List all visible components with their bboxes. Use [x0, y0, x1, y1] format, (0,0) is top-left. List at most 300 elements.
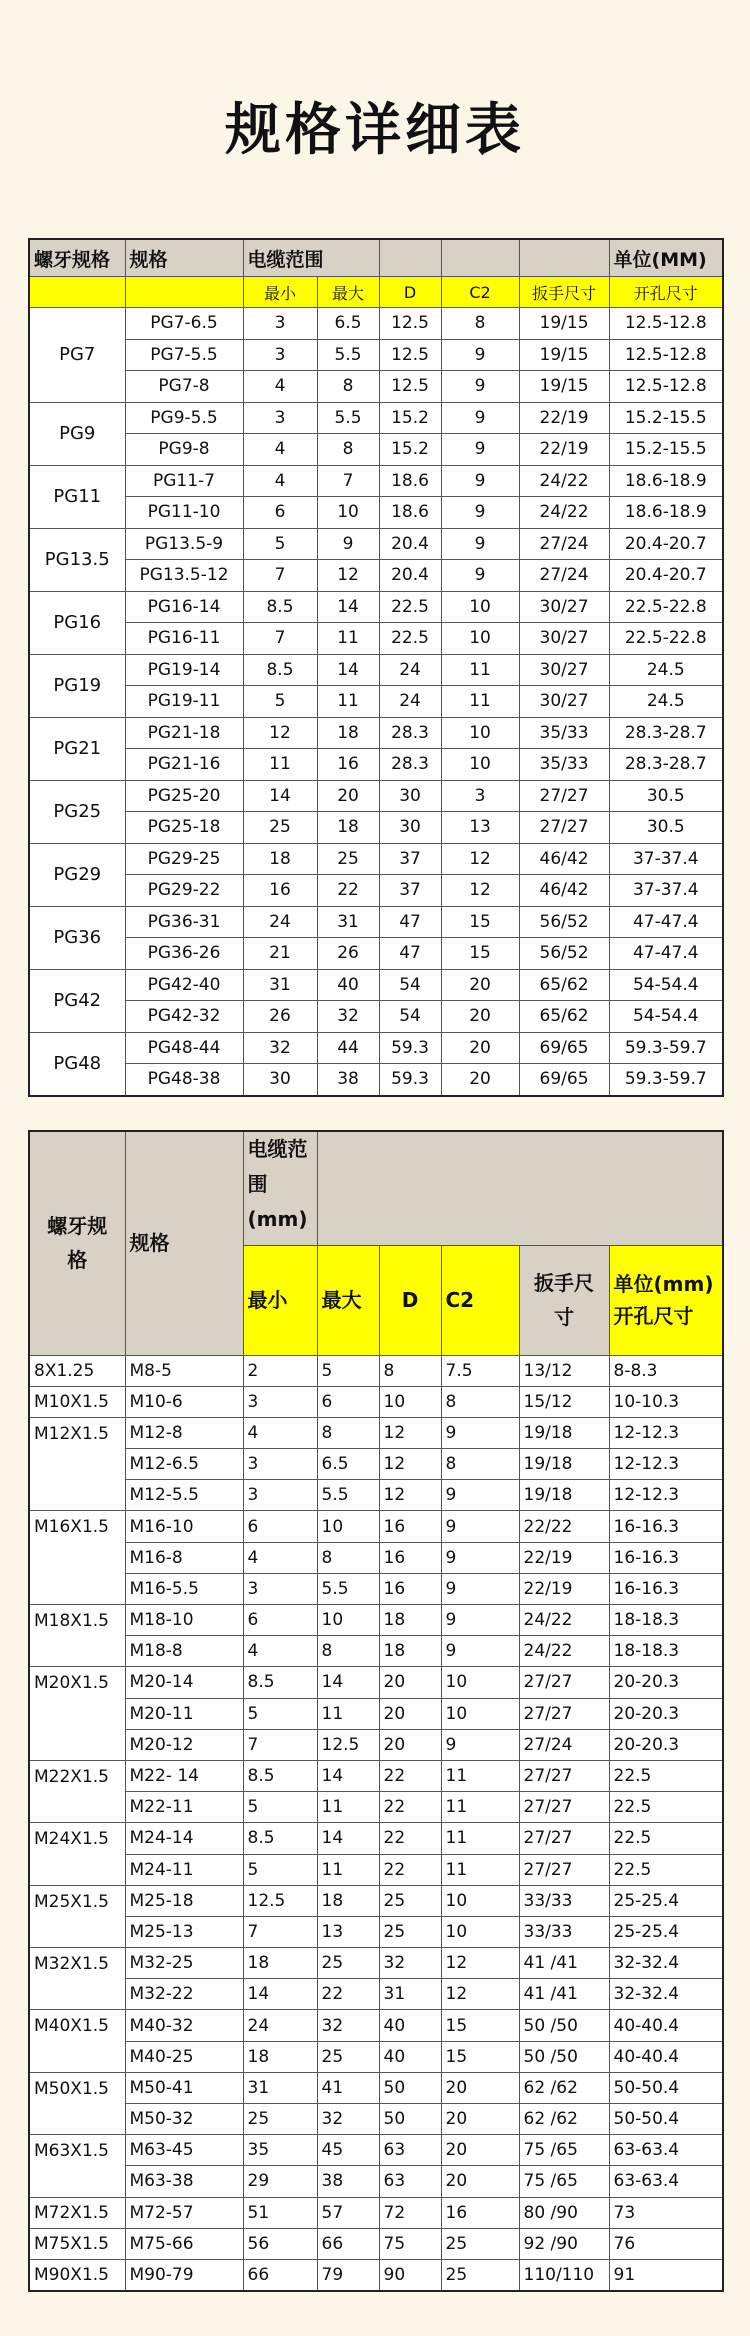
table-cell: 63 — [379, 2135, 441, 2166]
header-blank — [317, 1131, 723, 1245]
table-cell: 22.5 — [609, 1792, 723, 1823]
table-cell: 9 — [441, 1417, 519, 1448]
table-cell: 8-8.3 — [609, 1355, 723, 1386]
table-cell: 16 — [243, 875, 317, 907]
table-row — [29, 686, 723, 718]
table-cell: 10 — [317, 497, 379, 529]
table-cell: 24 — [379, 686, 441, 718]
table-cell: 16 — [317, 749, 379, 781]
table-cell: 15 — [441, 906, 519, 938]
thread-spec-cell: M24X1.5 — [29, 1823, 125, 1885]
table-cell: 27/27 — [519, 1823, 609, 1854]
subheader-wrench: 扳手尺寸 — [519, 277, 609, 308]
table-cell: 12 — [379, 1480, 441, 1511]
table-cell: M63-45 — [125, 2135, 243, 2166]
table-cell: 40 — [379, 2041, 441, 2072]
table-cell: 30/27 — [519, 623, 609, 655]
table-cell: 20 — [441, 2166, 519, 2197]
table-cell: 8.5 — [243, 1823, 317, 1854]
table-cell: M12-8 — [125, 1417, 243, 1448]
table-cell: M16-8 — [125, 1542, 243, 1573]
table-cell: M18-10 — [125, 1605, 243, 1636]
subheader-d: D — [379, 1245, 441, 1355]
table-cell: 69/65 — [519, 1064, 609, 1096]
table-cell: 18 — [317, 1885, 379, 1916]
table-cell: 11 — [441, 654, 519, 686]
table-cell: 32 — [243, 1032, 317, 1064]
table-cell: 5 — [317, 1355, 379, 1386]
table-cell: 22 — [379, 1823, 441, 1854]
table-cell: 50-50.4 — [609, 2072, 723, 2103]
table-cell: 12.5 — [317, 1729, 379, 1760]
table-cell: 11 — [243, 749, 317, 781]
header-thread-spec-label: 螺牙规格 — [47, 1214, 108, 1273]
table-cell: PG42-32 — [125, 1001, 243, 1033]
table-cell: M12-5.5 — [125, 1480, 243, 1511]
table-cell: 12.5-12.8 — [609, 371, 723, 403]
table-row — [29, 1417, 723, 1448]
table-cell: 11 — [317, 1698, 379, 1729]
table-cell: 18 — [317, 812, 379, 844]
table-cell: 22 — [379, 1792, 441, 1823]
table-cell: 66 — [243, 2259, 317, 2291]
table-cell: 25 — [379, 1916, 441, 1947]
table-cell: 22.5 — [609, 1854, 723, 1885]
table-cell: 14 — [243, 1979, 317, 2010]
header-unit: 单位(MM) — [609, 239, 723, 277]
table-cell: 4 — [243, 465, 317, 497]
table-row — [29, 1854, 723, 1885]
table-cell: 16 — [379, 1573, 441, 1604]
header-cable-range-label: 电缆范围(mm) — [247, 1137, 308, 1231]
table-cell: PG16-11 — [125, 623, 243, 655]
table-cell: 75 /65 — [519, 2166, 609, 2197]
table-cell: 8 — [441, 1386, 519, 1417]
table-cell: 6 — [243, 497, 317, 529]
table-cell: 20 — [317, 780, 379, 812]
table-cell: 3 — [243, 339, 317, 371]
table-cell: 14 — [317, 1823, 379, 1854]
table-row — [29, 2135, 723, 2166]
table-cell: 30.5 — [609, 812, 723, 844]
table-cell: 20 — [441, 1032, 519, 1064]
table-cell: 3 — [243, 1449, 317, 1480]
table-cell: 22 — [317, 1979, 379, 2010]
table-cell: 11 — [441, 1792, 519, 1823]
table-cell: 13 — [441, 812, 519, 844]
table-cell: M50-41 — [125, 2072, 243, 2103]
table-cell: 4 — [243, 371, 317, 403]
header-spec: 规格 — [125, 1131, 243, 1355]
table-cell: 7 — [243, 623, 317, 655]
table-cell: 54 — [379, 969, 441, 1001]
table-cell: 27/27 — [519, 1760, 609, 1791]
table-cell: 25 — [441, 2228, 519, 2259]
subheader-wrench-label: 扳手尺寸 — [534, 1271, 594, 1329]
subheader-c2: C2 — [441, 1245, 519, 1355]
table-cell: 22.5 — [609, 1760, 723, 1791]
table-cell: 12 — [441, 1948, 519, 1979]
table-cell: 37 — [379, 843, 441, 875]
table-cell: 14 — [317, 591, 379, 623]
table-cell: 4 — [243, 1542, 317, 1573]
table-cell: 21 — [243, 938, 317, 970]
table-cell: 47-47.4 — [609, 938, 723, 970]
table-row — [29, 560, 723, 592]
table-row — [29, 1001, 723, 1033]
table-cell: 40 — [379, 2010, 441, 2041]
table-row — [29, 1032, 723, 1064]
table-cell: 12-12.3 — [609, 1417, 723, 1448]
table-cell: 56/52 — [519, 906, 609, 938]
table-cell: 54-54.4 — [609, 969, 723, 1001]
table-cell: M22- 14 — [125, 1760, 243, 1791]
table-cell: 59.3 — [379, 1032, 441, 1064]
table-cell: PG48-38 — [125, 1064, 243, 1096]
table-cell: 24/22 — [519, 1605, 609, 1636]
table-cell: 10 — [441, 1885, 519, 1916]
table-cell: 31 — [317, 906, 379, 938]
table-cell: 18.6 — [379, 497, 441, 529]
table-cell: PG25-20 — [125, 780, 243, 812]
table-cell: 9 — [441, 528, 519, 560]
subheader-c2: C2 — [441, 277, 519, 308]
header-cable-range — [243, 1131, 317, 1245]
table-cell: 12 — [441, 875, 519, 907]
table-cell: 79 — [317, 2259, 379, 2291]
table-cell: 3 — [243, 1573, 317, 1604]
table-cell: 9 — [317, 528, 379, 560]
subheader-min: 最小 — [243, 277, 317, 308]
table-cell: 10 — [317, 1511, 379, 1542]
table-cell: 27/27 — [519, 1792, 609, 1823]
thread-spec-cell: M16X1.5 — [29, 1511, 125, 1605]
table-cell: 50-50.4 — [609, 2104, 723, 2135]
table-cell: 9 — [441, 371, 519, 403]
subheader-hole: 开孔尺寸 — [609, 277, 723, 308]
table-cell: 15.2 — [379, 402, 441, 434]
table-cell: M16-10 — [125, 1511, 243, 1542]
table-cell: 50 /50 — [519, 2010, 609, 2041]
table-cell: 7 — [243, 1729, 317, 1760]
thread-spec-cell: M12X1.5 — [29, 1417, 125, 1511]
table-cell: 22/19 — [519, 1573, 609, 1604]
table-cell: 47 — [379, 906, 441, 938]
table-cell: 41 /41 — [519, 1979, 609, 2010]
table-cell: 22/19 — [519, 402, 609, 434]
table-cell: 24/22 — [519, 465, 609, 497]
table-cell: 9 — [441, 339, 519, 371]
table-cell: 90 — [379, 2259, 441, 2291]
table-row — [29, 1449, 723, 1480]
table-cell: 12-12.3 — [609, 1449, 723, 1480]
table-cell: 22 — [379, 1854, 441, 1885]
table-cell: M75-66 — [125, 2228, 243, 2259]
table-cell: 9 — [441, 1511, 519, 1542]
table-cell: M63-38 — [125, 2166, 243, 2197]
table-cell: 40 — [317, 969, 379, 1001]
table-row — [29, 1480, 723, 1511]
table-cell: 65/62 — [519, 1001, 609, 1033]
table-cell: 8 — [317, 1636, 379, 1667]
table-cell: 76 — [609, 2228, 723, 2259]
table-cell: 14 — [317, 1667, 379, 1698]
table-cell: M25-18 — [125, 1885, 243, 1916]
table-cell: M8-5 — [125, 1355, 243, 1386]
subheader-max: 最大 — [317, 1245, 379, 1355]
table-cell: 56/52 — [519, 938, 609, 970]
table-cell: 35 — [243, 2135, 317, 2166]
table-cell: 10 — [441, 623, 519, 655]
table-cell: 30/27 — [519, 686, 609, 718]
table-cell: 20 — [441, 969, 519, 1001]
table-cell: 6 — [317, 1386, 379, 1417]
table-cell: 11 — [317, 623, 379, 655]
table-cell: M20-11 — [125, 1698, 243, 1729]
table-cell: 27/27 — [519, 1698, 609, 1729]
table-cell: 30/27 — [519, 591, 609, 623]
table-cell: 32 — [317, 2010, 379, 2041]
table-row — [29, 2259, 723, 2291]
table-cell: 5.5 — [317, 339, 379, 371]
table-cell: 8 — [317, 434, 379, 466]
table-cell: 91 — [609, 2259, 723, 2291]
table-cell: 12.5 — [243, 1885, 317, 1916]
table-cell: 50 — [379, 2104, 441, 2135]
table-cell: 3 — [243, 1480, 317, 1511]
table-cell: 16-16.3 — [609, 1511, 723, 1542]
table-cell: 63-63.4 — [609, 2135, 723, 2166]
table-cell: 20-20.3 — [609, 1698, 723, 1729]
table-cell: 5 — [243, 686, 317, 718]
table-cell: 47 — [379, 938, 441, 970]
table-cell: 19/15 — [519, 371, 609, 403]
table-cell: 62 /62 — [519, 2104, 609, 2135]
table-cell: 54-54.4 — [609, 1001, 723, 1033]
table-cell: 22.5-22.8 — [609, 591, 723, 623]
table-cell: M24-11 — [125, 1854, 243, 1885]
table-cell: M90-79 — [125, 2259, 243, 2291]
table-row — [29, 1542, 723, 1573]
table-cell: 28.3 — [379, 749, 441, 781]
thread-spec-cell: PG25 — [29, 780, 125, 843]
table-cell: 59.3-59.7 — [609, 1032, 723, 1064]
table-cell: 12.5-12.8 — [609, 308, 723, 340]
table-row — [29, 371, 723, 403]
table-cell: 16 — [441, 2197, 519, 2228]
table-row — [29, 308, 723, 340]
table-cell: PG42-40 — [125, 969, 243, 1001]
table-cell: 30.5 — [609, 780, 723, 812]
subheader-hole — [609, 1245, 723, 1355]
table-cell: 20-20.3 — [609, 1667, 723, 1698]
table-cell: 62 /62 — [519, 2072, 609, 2103]
table-cell: 9 — [441, 402, 519, 434]
table-row — [29, 2072, 723, 2103]
table-cell: 25 — [379, 1885, 441, 1916]
table-cell: 28.3 — [379, 717, 441, 749]
subheader-blank — [125, 277, 243, 308]
table-row — [29, 1605, 723, 1636]
table-cell: 30/27 — [519, 654, 609, 686]
table-row — [29, 1386, 723, 1417]
table-cell: 8 — [317, 1542, 379, 1573]
table-cell: 28.3-28.7 — [609, 749, 723, 781]
table-cell: 18 — [243, 1948, 317, 1979]
table-row — [29, 812, 723, 844]
subheader-blank — [29, 277, 125, 308]
table-cell: M25-13 — [125, 1916, 243, 1947]
table-row — [29, 969, 723, 1001]
table-cell: 7 — [243, 1916, 317, 1947]
thread-spec-cell: PG11 — [29, 465, 125, 528]
table-cell: 51 — [243, 2197, 317, 2228]
table-cell: 18 — [379, 1605, 441, 1636]
table-cell: 15.2 — [379, 434, 441, 466]
table-cell: M12-6.5 — [125, 1449, 243, 1480]
table-cell: 20 — [379, 1667, 441, 1698]
table-cell: 69/65 — [519, 1032, 609, 1064]
table-cell: 22/22 — [519, 1511, 609, 1542]
thread-spec-cell: PG13.5 — [29, 528, 125, 591]
thread-spec-cell: PG16 — [29, 591, 125, 654]
header-thread-spec: 螺牙规格 — [29, 239, 125, 277]
table-cell: PG13.5-9 — [125, 528, 243, 560]
metric-spec-table — [28, 1130, 724, 2292]
table-row — [29, 2010, 723, 2041]
table-cell: 10 — [441, 749, 519, 781]
table-cell: 92 /90 — [519, 2228, 609, 2259]
table-cell: 22/19 — [519, 434, 609, 466]
table-cell: PG19-11 — [125, 686, 243, 718]
table-cell: 10 — [441, 717, 519, 749]
thread-spec-cell: M20X1.5 — [29, 1667, 125, 1761]
table-cell: 30 — [243, 1064, 317, 1096]
table-cell: 25 — [317, 843, 379, 875]
table-cell: 45 — [317, 2135, 379, 2166]
table-cell: 7 — [317, 465, 379, 497]
table-cell: 27/27 — [519, 1854, 609, 1885]
thread-spec-cell: PG36 — [29, 906, 125, 969]
table-cell: 11 — [441, 1854, 519, 1885]
table-cell: 4 — [243, 1417, 317, 1448]
table-cell: 35/33 — [519, 749, 609, 781]
table-cell: 11 — [317, 686, 379, 718]
table-cell: 10 — [441, 1667, 519, 1698]
table-cell: PG25-18 — [125, 812, 243, 844]
table-cell: 18 — [379, 1636, 441, 1667]
table-cell: 15 — [441, 938, 519, 970]
table-cell: 20 — [441, 2135, 519, 2166]
table-cell: 10 — [379, 1386, 441, 1417]
table-cell: M22-11 — [125, 1792, 243, 1823]
table-cell: 41 — [317, 2072, 379, 2103]
table-cell: 24/22 — [519, 1636, 609, 1667]
table-row — [29, 623, 723, 655]
table-cell: 59.3-59.7 — [609, 1064, 723, 1096]
thread-spec-cell: M10X1.5 — [29, 1386, 125, 1417]
table-cell: M32-25 — [125, 1948, 243, 1979]
table-cell: M18-8 — [125, 1636, 243, 1667]
header-blank — [441, 239, 519, 277]
table-row — [29, 402, 723, 434]
table-cell: 110/110 — [519, 2259, 609, 2291]
header-cable-range: 电缆范围 — [243, 239, 379, 277]
table-cell: 8 — [317, 1417, 379, 1448]
table-cell: 11 — [441, 1760, 519, 1791]
thread-spec-cell: PG19 — [29, 654, 125, 717]
table-cell: 32-32.4 — [609, 1979, 723, 2010]
table-cell: PG48-44 — [125, 1032, 243, 1064]
table-cell: PG21-16 — [125, 749, 243, 781]
table-cell: 12.5 — [379, 371, 441, 403]
table-cell: 20 — [379, 1729, 441, 1760]
table-cell: M50-32 — [125, 2104, 243, 2135]
table-cell: 11 — [441, 686, 519, 718]
table-cell: 11 — [317, 1854, 379, 1885]
table-cell: 2 — [243, 1355, 317, 1386]
table-cell: 41 /41 — [519, 1948, 609, 1979]
table-row — [29, 843, 723, 875]
table-cell: 8.5 — [243, 591, 317, 623]
thread-spec-cell: M90X1.5 — [29, 2259, 125, 2291]
table-cell: 32 — [317, 1001, 379, 1033]
thread-spec-cell: PG9 — [29, 402, 125, 465]
table-cell: 9 — [441, 560, 519, 592]
table-cell: 9 — [441, 1636, 519, 1667]
table-cell: 3 — [243, 402, 317, 434]
thread-spec-cell: M40X1.5 — [29, 2010, 125, 2072]
table-cell: PG13.5-12 — [125, 560, 243, 592]
table-cell: 12-12.3 — [609, 1480, 723, 1511]
table-row — [29, 654, 723, 686]
table-cell: 27/24 — [519, 528, 609, 560]
table-cell: 8.5 — [243, 1760, 317, 1791]
table-cell: 18.6-18.9 — [609, 497, 723, 529]
table-row — [29, 434, 723, 466]
table-cell: PG36-26 — [125, 938, 243, 970]
table-cell: 59.3 — [379, 1064, 441, 1096]
table-row — [29, 2197, 723, 2228]
table-cell: 20 — [441, 2104, 519, 2135]
table-cell: 20.4-20.7 — [609, 528, 723, 560]
table-cell: 32-32.4 — [609, 1948, 723, 1979]
table-cell: 18.6 — [379, 465, 441, 497]
table-row — [29, 497, 723, 529]
table-cell: 20.4 — [379, 560, 441, 592]
table-cell: 31 — [243, 2072, 317, 2103]
table-row — [29, 1636, 723, 1667]
table-cell: 10-10.3 — [609, 1386, 723, 1417]
table-row — [29, 1729, 723, 1760]
table-row — [29, 1667, 723, 1698]
table-cell: 75 /65 — [519, 2135, 609, 2166]
table-row — [29, 2104, 723, 2135]
table-cell: 12.5 — [379, 308, 441, 340]
table-cell: 22 — [317, 875, 379, 907]
table-cell: 5 — [243, 1792, 317, 1823]
table-row — [29, 528, 723, 560]
table-cell: 11 — [317, 1792, 379, 1823]
table-cell: 15 — [441, 2010, 519, 2041]
table-cell: 20 — [441, 2072, 519, 2103]
table-cell: 20 — [379, 1698, 441, 1729]
table-row — [29, 1698, 723, 1729]
thread-spec-cell: M50X1.5 — [29, 2072, 125, 2134]
table-cell: 14 — [317, 1760, 379, 1791]
table-cell: 38 — [317, 1064, 379, 1096]
table-cell: 31 — [379, 1979, 441, 2010]
